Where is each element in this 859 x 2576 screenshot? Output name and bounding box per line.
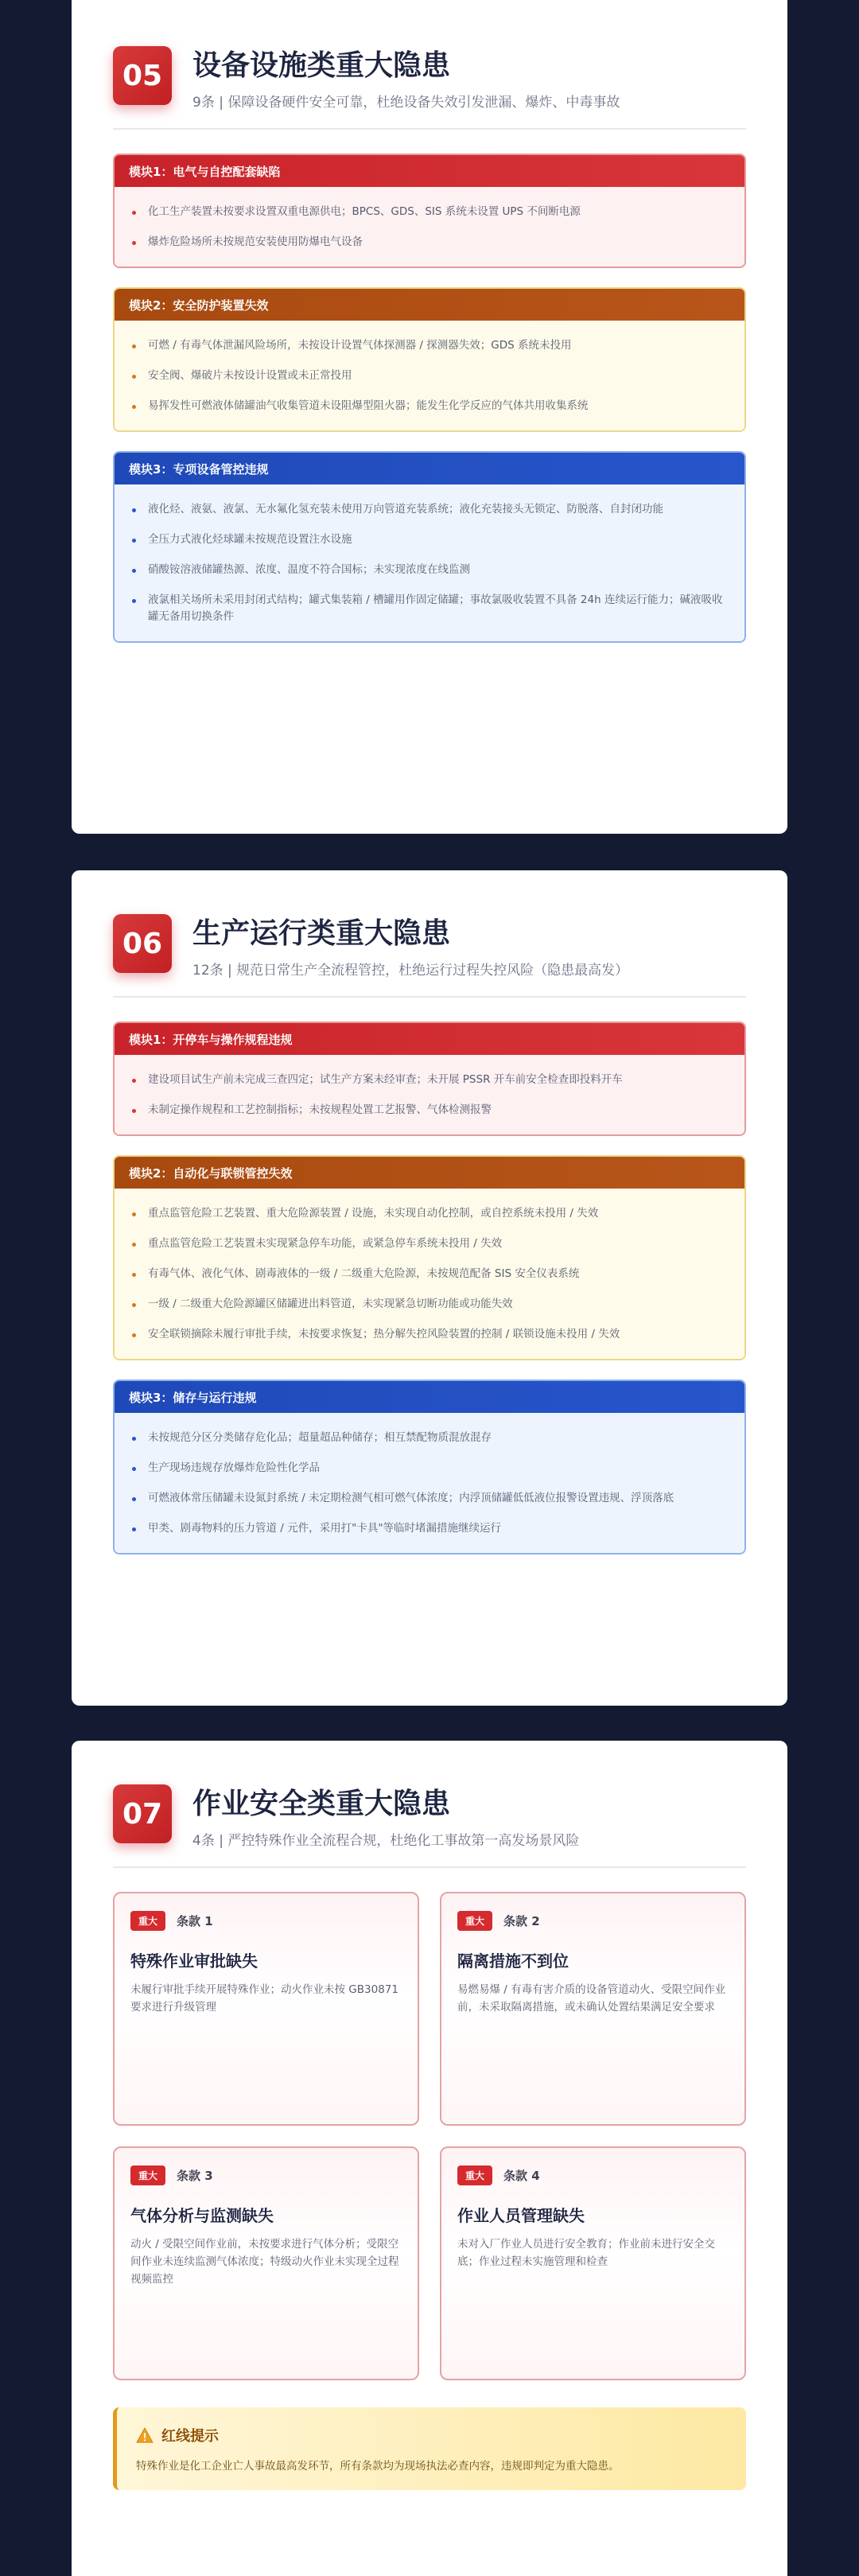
module-title: 模块2：安全防护装置失效: [115, 289, 744, 321]
major-tag: 重大: [130, 2165, 165, 2185]
clause-title: 作业人员管理缺失: [457, 2206, 585, 2225]
bullet-dot: [132, 569, 136, 573]
bullet-dot: [132, 1527, 136, 1531]
module-item-text: 液氯相关场所未采用封闭式结构；罐式集装箱 / 槽罐用作固定储罐；事故氯吸收装置不具备 24h 连续运行能力；碱液吸收罐无备用切换条件: [148, 593, 723, 623]
module-item-text: 重点监管危险工艺装置、重大危险源装置 / 设施，未实现自动化控制，或自控系统未投用 / 失效: [148, 1207, 599, 1220]
redline-text: 特殊作业是化工企业亡人事故最高发环节，所有条款均为现场执法必查内容，违规即判定为重大隐患。: [136, 2460, 620, 2473]
redline-notice: [113, 2407, 746, 2490]
module-item: [132, 526, 727, 556]
section-subtitle: 9条 | 保障设备硬件安全可靠，杜绝设备失效引发泄漏、爆炸、中毒事故: [192, 95, 620, 111]
section-header: [113, 46, 746, 111]
section-card-06: [72, 870, 787, 1706]
clause-number: 条款 3: [177, 2169, 213, 2183]
redline-title: 红线提示: [161, 2428, 219, 2445]
bullet-dot: [132, 1333, 136, 1337]
module-title: 模块3：储存与运行违规: [115, 1381, 744, 1413]
module-item: [132, 228, 727, 259]
bullet-dot: [132, 1273, 136, 1277]
bullet-dot: [132, 1243, 136, 1247]
clause-description: 未对入厂作业人员进行安全教育；作业前未进行安全交底；作业过程未实施管理和检查: [457, 2238, 715, 2268]
bullet-dot: [132, 1437, 136, 1441]
module-item-text: 化工生产装置未按要求设置双重电源供电；BPCS、GDS、SIS 系统未设置 UPS 不间断电源: [148, 205, 581, 218]
module-item: [132, 1096, 727, 1127]
clause-number: 条款 4: [503, 2169, 540, 2183]
bullet-dot: [132, 1109, 136, 1113]
bullet-dot: [132, 211, 136, 215]
clause-card: [113, 2146, 419, 2380]
module-item-text: 安全联锁摘除未履行审批手续，未按要求恢复；热分解失控风险装置的控制 / 联锁设施未投用 / 失效: [148, 1328, 620, 1341]
module-item-text: 甲类、剧毒物料的压力管道 / 元件，采用打"卡具"等临时堵漏措施继续运行: [148, 1522, 502, 1535]
module-title: 模块3：专项设备管控违规: [115, 453, 744, 484]
section-title: 作业安全类重大隐患: [192, 1787, 451, 1820]
clause-card: [440, 2146, 746, 2380]
bullet-dot: [132, 1303, 136, 1307]
module-item: [132, 1321, 727, 1351]
module-item: [132, 198, 727, 228]
module-item-text: 液化烃、液氨、液氯、无水氟化氢充装未使用万向管道充装系统；液化充装接头无锁定、防脱落、自封闭功能: [148, 503, 663, 516]
bullet-dot: [132, 375, 136, 379]
module-item-text: 全压力式液化烃球罐未按规范设置注水设施: [148, 533, 352, 546]
bullet-dot: [132, 1497, 136, 1501]
module-item: [132, 556, 727, 586]
module-card: [113, 1379, 746, 1555]
section-divider: [113, 128, 746, 130]
module-title: 模块1：开停车与操作规程违规: [115, 1023, 744, 1055]
module-item: [132, 1260, 727, 1290]
section-number-badge: 06: [113, 914, 172, 973]
section-number-badge: 05: [113, 46, 172, 105]
section-header: [113, 914, 746, 979]
bullet-dot: [132, 508, 136, 512]
module-item-text: 可燃液体常压储罐未设氮封系统 / 未定期检测气相可燃气体浓度；内浮顶储罐低低液位报警设置违规、浮顶落底: [148, 1492, 674, 1504]
module-item-text: 重点监管危险工艺装置未实现紧急停车功能，或紧急停车系统未投用 / 失效: [148, 1237, 503, 1250]
clause-description: 动火 / 受限空间作业前，未按要求进行气体分析；受限空间作业未连续监测气体浓度；特级动火作业未实现全过程视频监控: [130, 2238, 399, 2286]
module-item: [132, 1454, 727, 1485]
module-card: [113, 154, 746, 268]
major-tag: 重大: [457, 2165, 492, 2185]
module-item: [132, 1485, 727, 1515]
warning-icon: [136, 2427, 154, 2443]
module-item-text: 硝酸铵溶液储罐热源、浓度、温度不符合国标；未实现浓度在线监测: [148, 563, 470, 576]
section-card-07: [72, 1741, 787, 2576]
module-card: [113, 451, 746, 643]
module-item: [132, 586, 727, 633]
module-item: [132, 1424, 727, 1454]
module-item: [132, 1200, 727, 1230]
module-title: 模块1：电气与自控配套缺陷: [115, 155, 744, 187]
module-card: [113, 1155, 746, 1360]
module-item-text: 未制定操作规程和工艺控制指标；未按规程处置工艺报警、气体检测报警: [148, 1103, 492, 1116]
section-card-05: [72, 0, 787, 834]
section-title: 生产运行类重大隐患: [192, 916, 451, 950]
bullet-dot: [132, 241, 136, 245]
module-item: [132, 1290, 727, 1321]
module-item: [132, 1230, 727, 1260]
bullet-dot: [132, 1467, 136, 1471]
clause-title: 气体分析与监测缺失: [130, 2206, 274, 2225]
module-item-text: 未按规范分区分类储存危化品；超量超品种储存；相互禁配物质混放混存: [148, 1431, 492, 1444]
clause-number: 条款 2: [503, 1914, 540, 1928]
clause-card: [113, 1892, 419, 2126]
clause-title: 隔离措施不到位: [457, 1951, 569, 1971]
bullet-dot: [132, 1212, 136, 1216]
major-tag: 重大: [457, 1911, 492, 1931]
major-tag: 重大: [130, 1911, 165, 1931]
section-subtitle: 4条 | 严控特殊作业全流程合规，杜绝化工事故第一高发场景风险: [192, 1833, 580, 1849]
module-item: [132, 392, 727, 422]
section-divider: [113, 1866, 746, 1868]
clause-grid: [113, 1892, 746, 2380]
bullet-dot: [132, 599, 136, 603]
module-item-text: 有毒气体、液化气体、剧毒液体的一级 / 二级重大危险源，未按规范配备 SIS 安全仪表系统: [148, 1267, 580, 1280]
section-subtitle: 12条 | 规范日常生产全流程管控，杜绝运行过程失控风险（隐患最高发）: [192, 963, 629, 979]
module-title: 模块2：自动化与联锁管控失效: [115, 1157, 744, 1189]
section-header: [113, 1784, 746, 1849]
module-item-text: 生产现场违规存放爆炸危险性化学品: [148, 1461, 320, 1474]
clause-description: 易燃易爆 / 有毒有害介质的设备管道动火、受限空间作业前，未采取隔离措施，或未确认处置结果满足安全要求: [457, 1983, 726, 2014]
module-item-text: 爆炸危险场所未按规范安装使用防爆电气设备: [148, 235, 363, 248]
section-number-badge: 07: [113, 1784, 172, 1843]
module-item-text: 一级 / 二级重大危险源罐区储罐进出料管道，未实现紧急切断功能或功能失效: [148, 1298, 513, 1310]
module-item-text: 安全阀、爆破片未按设计设置或未正常投用: [148, 369, 352, 382]
bullet-dot: [132, 1079, 136, 1083]
module-item: [132, 362, 727, 392]
module-item: [132, 332, 727, 362]
section-title: 设备设施类重大隐患: [192, 49, 451, 82]
module-card: [113, 287, 746, 432]
clause-description: 未履行审批手续开展特殊作业；动火作业未按 GB30871 要求进行升级管理: [130, 1983, 398, 2014]
bullet-dot: [132, 344, 136, 348]
section-divider: [113, 996, 746, 998]
module-item-text: 可燃 / 有毒气体泄漏风险场所，未按设计设置气体探测器 / 探测器失效；GDS 系统未投用: [148, 339, 572, 352]
clause-number: 条款 1: [177, 1914, 213, 1928]
clause-title: 特殊作业审批缺失: [130, 1951, 258, 1971]
clause-card: [440, 1892, 746, 2126]
module-item: [132, 1515, 727, 1545]
module-item-text: 建设项目试生产前未完成三查四定；试生产方案未经审查；未开展 PSSR 开车前安全检查即投料开车: [148, 1073, 623, 1086]
module-item: [132, 1066, 727, 1096]
bullet-dot: [132, 405, 136, 409]
module-card: [113, 1021, 746, 1136]
module-item: [132, 496, 727, 526]
bullet-dot: [132, 539, 136, 543]
module-item-text: 易挥发性可燃液体储罐油气收集管道未设阻爆型阻火器；能发生化学反应的气体共用收集系统: [148, 399, 589, 412]
